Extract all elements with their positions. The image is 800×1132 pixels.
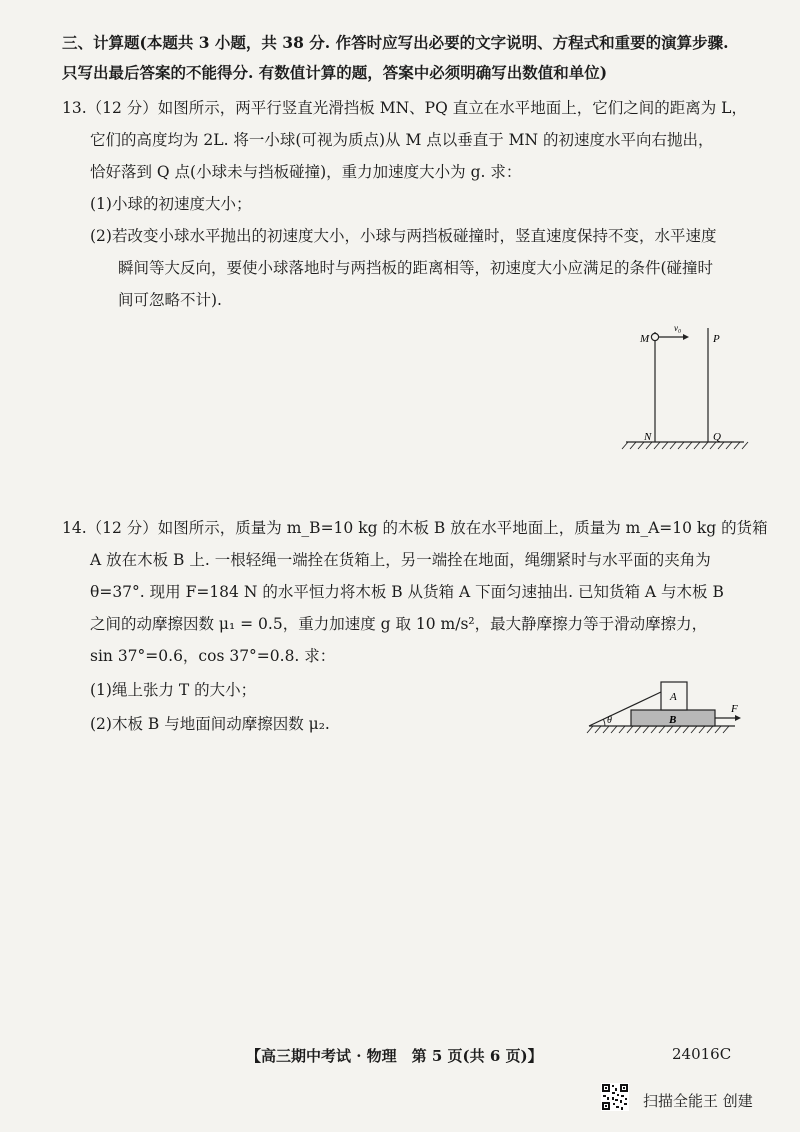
label-m: M bbox=[640, 333, 650, 345]
q13-line2: 它们的高度均为 2L. 将一小球(可视为质点)从 M 点以垂直于 MN 的初速度水平向右抛出， bbox=[90, 131, 714, 149]
section-heading-line1: 三、计算题(本题共 3 小题，共 38 分. 作答时应写出必要的文字说明、方程式和重要的演算步骤. bbox=[62, 33, 729, 52]
q14-line2: A 放在木板 B 上. 一根轻绳一端拴在货箱上，另一端拴在地面，绳绷紧时与水平面的夹角为 bbox=[90, 551, 711, 569]
section-heading-line2: 只写出最后答案的不能得分. 有数值计算的题，答案中必须明确写出数值和单位) bbox=[62, 63, 608, 82]
force-arrow-head bbox=[735, 715, 741, 721]
footer-code: 24016C bbox=[672, 1045, 732, 1063]
q13-sub2-line3: 间可忽略不计). bbox=[118, 291, 222, 309]
label-a: A bbox=[670, 691, 677, 703]
arrow-head bbox=[683, 334, 689, 340]
q13-line1: 13.（12 分）如图所示，两平行竖直光滑挡板 MN、PQ 直立在水平地面上，它们之间的距离为 L， bbox=[62, 99, 747, 117]
ball bbox=[651, 333, 658, 340]
q14-figure bbox=[585, 672, 750, 742]
q13-figure bbox=[620, 318, 750, 458]
label-theta: θ bbox=[607, 715, 612, 726]
footer-title: 【高三期中考试 · 物理 第 5 页(共 6 页)】 bbox=[246, 1047, 543, 1065]
q14-sub1: (1)绳上张力 T 的大小； bbox=[90, 681, 257, 699]
label-f: F bbox=[731, 703, 738, 715]
q14-line5: sin 37°=0.6，cos 37°=0.8. 求： bbox=[90, 647, 336, 665]
qr-code-icon bbox=[601, 1083, 629, 1111]
q14-sub2: (2)木板 B 与地面间动摩擦因数 μ₂. bbox=[90, 715, 330, 733]
q13-sub2-line2: 瞬间等大反向，要使小球落地时与两挡板的距离相等，初速度大小应满足的条件(碰撞时 bbox=[118, 259, 714, 277]
q13-line3: 恰好落到 Q 点(小球未与挡板碰撞)，重力加速度大小为 g. 求： bbox=[90, 163, 522, 181]
angle-arc bbox=[604, 719, 606, 726]
q14-line3: θ=37°. 现用 F=184 N 的水平恒力将木板 B 从货箱 A 下面匀速抽出. 已知货箱 A 与木板 B bbox=[90, 583, 724, 601]
q13-sub2-line1: (2)若改变小球水平抛出的初速度大小，小球与两挡板碰撞时，竖直速度保持不变，水平速度 bbox=[90, 227, 717, 245]
q14-line4: 之间的动摩擦因数 μ₁ = 0.5，重力加速度 g 取 10 m/s²，最大静摩擦力等于滑动摩擦力， bbox=[90, 615, 708, 633]
q14-line1: 14.（12 分）如图所示，质量为 m_B=10 kg 的木板 B 放在水平地面上，质量为 m_A=10 kg 的货箱 bbox=[62, 519, 768, 537]
scanner-watermark: 扫描全能王 创建 bbox=[643, 1092, 753, 1110]
q13-sub1: (1)小球的初速度大小； bbox=[90, 195, 252, 213]
ground-hatching bbox=[622, 442, 748, 449]
ground-hatching bbox=[587, 726, 729, 733]
label-b: B bbox=[669, 714, 677, 726]
label-n: N bbox=[644, 431, 652, 443]
label-v0: v₀ bbox=[674, 323, 682, 333]
label-q: Q bbox=[713, 431, 721, 443]
label-p: P bbox=[713, 333, 720, 345]
